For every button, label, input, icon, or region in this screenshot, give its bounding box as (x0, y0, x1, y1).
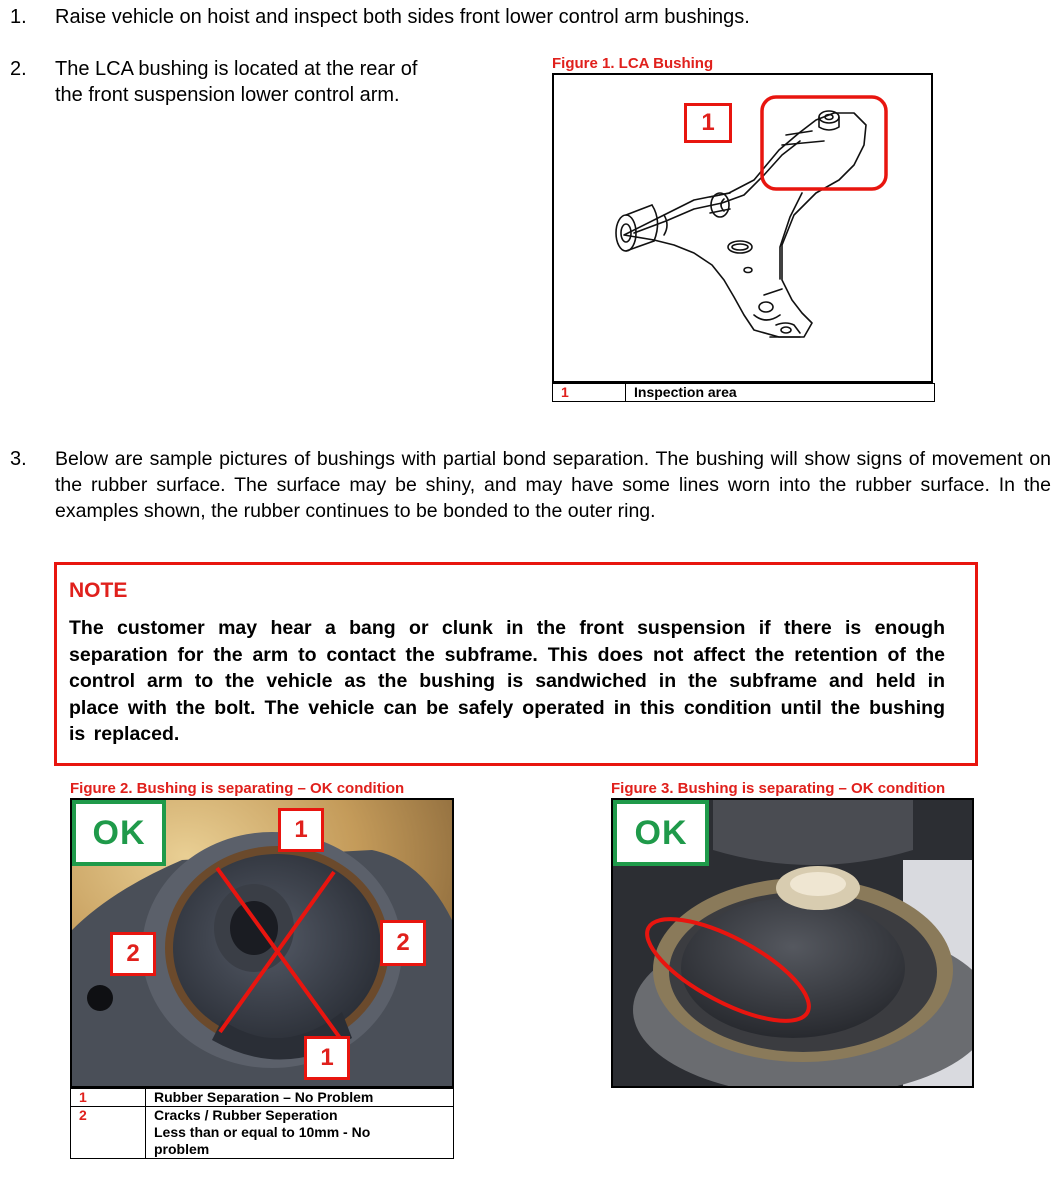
step-2-number: 2. (10, 58, 27, 80)
figure-1-legend (552, 383, 935, 402)
figure-2-callout-2-left: 2 (110, 932, 156, 976)
figure-1-diagram (552, 73, 933, 383)
step-1-text: Raise vehicle on hoist and inspect both sides front lower control arm bushings. (55, 6, 750, 28)
figure-2-callout-1-top: 1 (278, 808, 324, 852)
figure-1-callout-1: 1 (684, 103, 732, 143)
figure-1-legend-row (553, 384, 935, 402)
figure-2-legend-row-2 (71, 1107, 454, 1159)
figure-1-caption: Figure 1. LCA Bushing (552, 55, 714, 72)
figure-2-ok-badge: OK (72, 800, 166, 866)
legend-number: 1 (553, 384, 626, 402)
legend-label-line-1: Cracks / Rubber Seperation (154, 1107, 338, 1123)
figure-2-callout-1-bottom: 1 (304, 1036, 350, 1080)
note-box (54, 562, 978, 766)
step-2-text (55, 56, 515, 108)
legend-label: Inspection area (626, 384, 935, 402)
figure-3-ok-badge: OK (613, 800, 709, 866)
figure-2-photo (70, 798, 454, 1088)
figure-2-caption: Figure 2. Bushing is separating – OK condition (70, 780, 405, 797)
legend-label-line-3: problem (154, 1141, 210, 1157)
legend-label: Rubber Separation – No Problem (146, 1089, 454, 1107)
figure-3-photo (611, 798, 974, 1088)
legend-number: 1 (71, 1089, 146, 1107)
figure-2-callout-2-right: 2 (380, 920, 426, 966)
figure-2-legend-row-1 (71, 1089, 454, 1107)
inspection-area-highlight (762, 97, 886, 189)
legend-number: 2 (71, 1107, 146, 1159)
figure-3-caption: Figure 3. Bushing is separating – OK condition (611, 780, 946, 797)
step-1-number: 1. (10, 6, 27, 28)
lower-control-arm-drawing (554, 75, 931, 381)
figure-2-legend (70, 1088, 454, 1159)
note-title: NOTE (69, 579, 128, 602)
step-2-line-1: The LCA bushing is located at the rear of (55, 58, 418, 80)
step-3-text: Below are sample pictures of bushings with partial bond separation. The bushing will show signs of movement on the rubber surface. The surface may be shiny, and may have some lines worn into the rubber surface. In the examples shown, the rubber continues to be bonded to the outer ring. (55, 448, 1051, 522)
step-3-number: 3. (10, 448, 27, 470)
legend-label-line-2: Less than or equal to 10mm - No (154, 1124, 371, 1140)
step-2-line-2: the front suspension lower control arm. (55, 84, 400, 106)
note-text: The customer may hear a bang or clunk in the front suspension if there is enough separation for the arm to contact the subframe. This does not affect the retention of the control arm to the vehicle as the bushing is sandwiched in the subframe and held in place with the bolt. The vehicle can be safely operated in this condition until the bushing is replaced. (69, 617, 945, 745)
legend-label (146, 1107, 454, 1159)
